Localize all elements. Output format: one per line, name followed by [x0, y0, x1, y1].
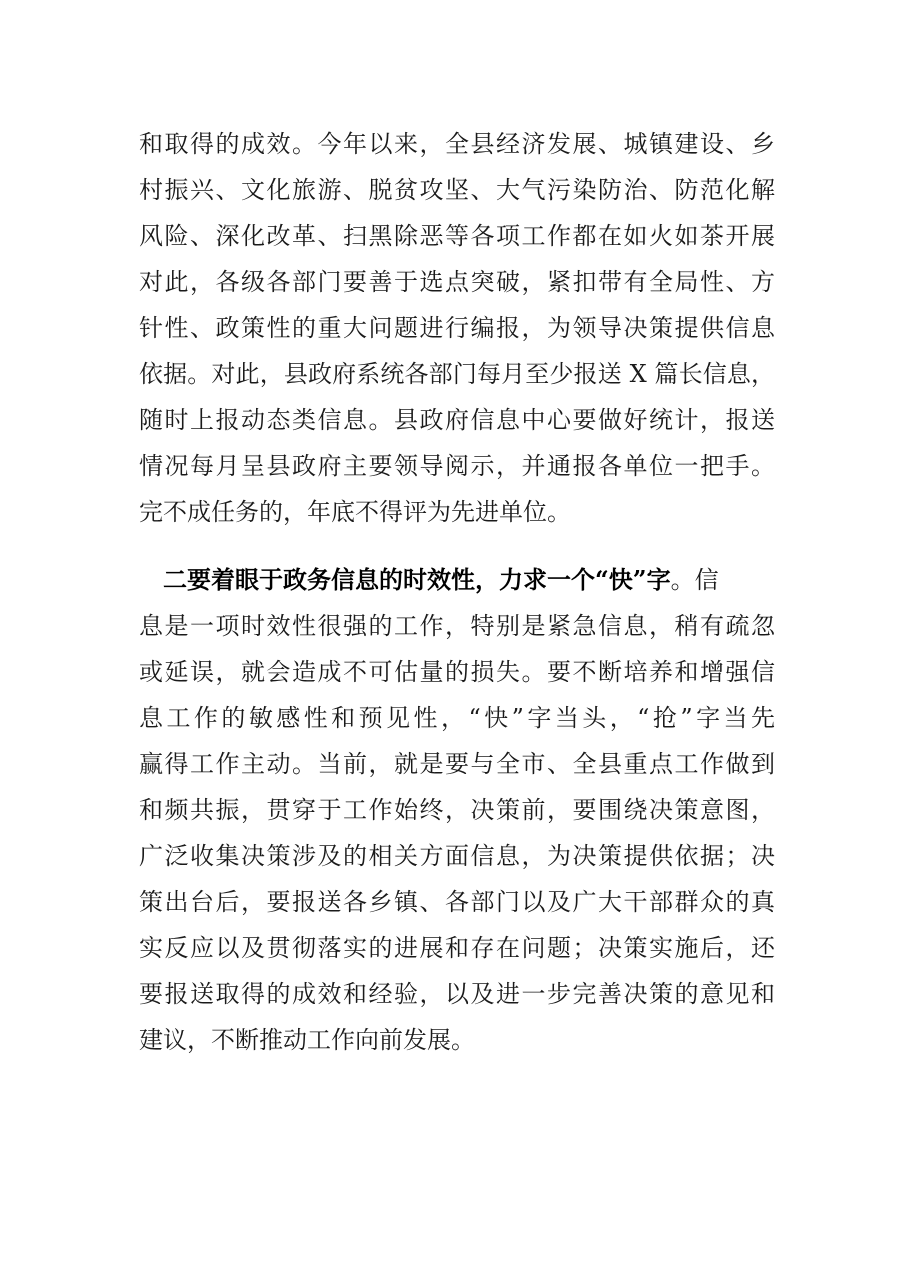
paragraph-1-line: 随时上报动态类信息。县政府信息中心要做好统计，报送 [139, 406, 775, 434]
paragraph-2-line: 实反应以及贯彻落实的进展和存在问题；决策实施后，还 [139, 934, 775, 962]
paragraph-2-line: 或延误，就会造成不可估量的损失。要不断培养和增强信 [139, 658, 775, 686]
paragraph-2-line: 和频共振，贯穿于工作始终，决策前，要围绕决策意图， [139, 796, 775, 824]
paragraph-1-line: 风险、深化改革、扫黑除恶等各项工作都在如火如茶开展 [139, 222, 775, 250]
paragraph-2 [139, 557, 775, 1063]
paragraph-1-line: 依据。对此，县政府系统各部门每月至少报送 X 篇长信息， [139, 360, 775, 388]
paragraph-2-line: 息是一项时效性很强的工作，特别是紧急信息，稍有疏忽 [139, 612, 775, 640]
paragraph-2-first-line [139, 557, 775, 603]
paragraph-2-line: 建议，不断推动工作向前发展。 [139, 1026, 475, 1054]
paragraph-2-line: 赢得工作主动。当前，就是要与全市、全县重点工作做到 [139, 750, 775, 778]
paragraph-1-line: 村振兴、文化旅游、脱贫攻坚、大气污染防治、防范化解 [139, 176, 775, 204]
paragraph-1 [139, 121, 775, 535]
paragraph-1-line: 对此，各级各部门要善于选点突破，紧扣带有全局性、方 [139, 268, 775, 296]
paragraph-1-line: 情况每月呈县政府主要领导阅示，并通报各单位一把手。 [139, 452, 775, 480]
paragraph-2-line: 息工作的敏感性和预见性，“快”字当头，“抢”字当先 [139, 704, 775, 732]
paragraph-1-line: 和取得的成效。今年以来，全县经济发展、城镇建设、乡 [139, 130, 775, 158]
paragraph-2-line: 要报送取得的成效和经验，以及进一步完善决策的意见和 [139, 980, 775, 1008]
paragraph-2-first-line-rest: 。信 [670, 566, 719, 594]
paragraph-2-heading: 二要着眼于政务信息的时效性，力求一个“快”字 [163, 565, 671, 594]
paragraph-2-line: 广泛收集决策涉及的相关方面信息，为决策提供依据；决 [139, 842, 775, 870]
paragraph-1-line: 完不成任务的，年底不得评为先进单位。 [139, 498, 571, 526]
paragraph-2-line: 策出台后，要报送各乡镇、各部门以及广大干部群众的真 [139, 888, 775, 916]
paragraph-1-line: 针性、政策性的重大问题进行编报，为领导决策提供信息 [139, 314, 775, 342]
